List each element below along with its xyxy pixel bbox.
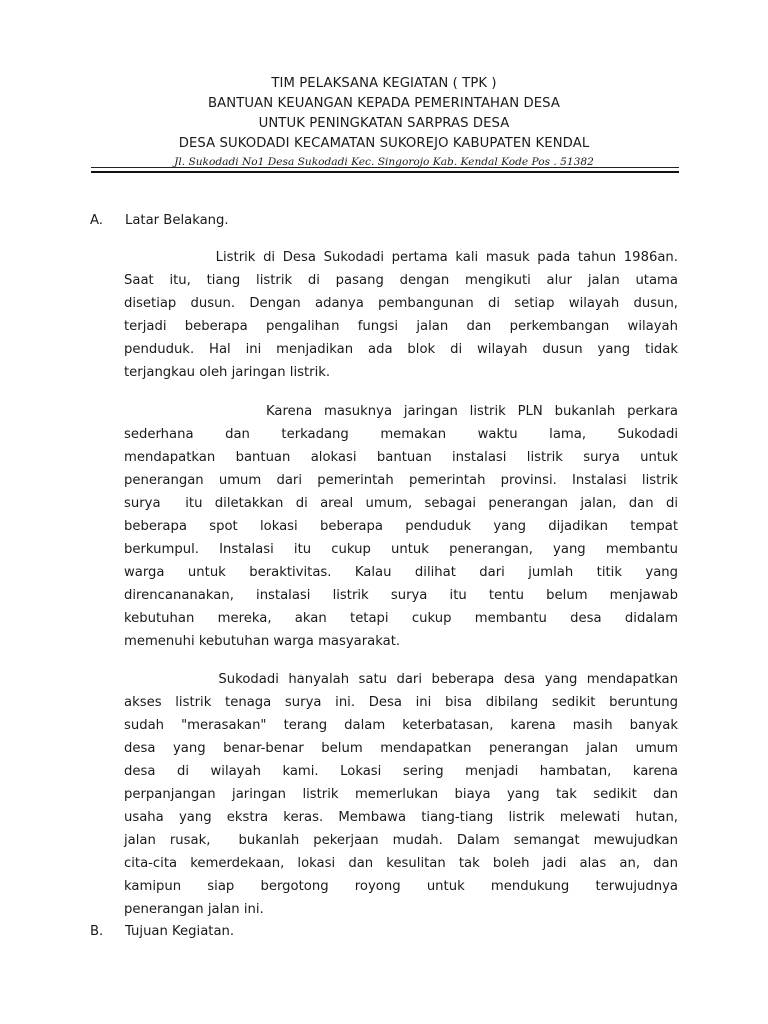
section-a-heading [90, 209, 229, 232]
paragraph-line: akses listrik tenaga surya ini. Desa ini bisa dibilang sedikit beruntung [124, 695, 678, 710]
letterhead [0, 74, 768, 170]
letterhead-subtitle: BANTUAN KEUANGAN KEPADA PEMERINTAHAN DESA [208, 96, 560, 111]
paragraph-line: cita-cita kemerdekaan, lokasi dan kesulitan tak boleh jadi alas an, dan [124, 856, 678, 871]
paragraph-line: usaha yang ekstra keras. Membawa tiang-tiang listrik melewati hutan, [124, 810, 678, 825]
section-a-number: A. [90, 213, 103, 228]
paragraph-line: warga untuk beraktivitas. Kalau dilihat dari jumlah titik yang [124, 565, 678, 580]
letterhead-village: DESA SUKODADI KECAMATAN SUKOREJO KABUPATEN KENDAL [178, 136, 590, 151]
letterhead-address: Jl. Sukodadi No1 Desa Sukodadi Kec. Singorojo Kab. Kendal Kode Pos . 51382 [174, 156, 594, 168]
paragraph-line: Karena masuknya jaringan listrik PLN bukanlah perkara [124, 404, 678, 419]
paragraph-line: sederhana dan terkadang memakan waktu lama, Sukodadi [124, 427, 678, 442]
paragraph-line: berkumpul. Instalasi itu cukup untuk penerangan, yang membantu [124, 542, 678, 557]
section-b-title: Tujuan Kegiatan. [125, 924, 235, 939]
letterhead-divider-thick [91, 171, 679, 173]
paragraph-line: direncananakan, instalasi listrik surya itu tentu belum menjawab [124, 588, 678, 603]
paragraph-line: terjangkau oleh jaringan listrik. [124, 365, 331, 380]
paragraph-line: surya itu diletakkan di areal umum, sebagai penerangan jalan, dan di [124, 496, 678, 511]
paragraph-line: memenuhi kebutuhan warga masyarakat. [124, 634, 401, 649]
paragraph-line: desa di wilayah kami. Lokasi sering menjadi hambatan, karena [124, 764, 678, 779]
letterhead-title: TIM PELAKSANA KEGIATAN ( TPK ) [271, 76, 497, 91]
paragraph-line: jalan rusak, bukanlah pekerjaan mudah. Dalam semangat mewujudkan [124, 833, 678, 848]
paragraph-1 [124, 246, 678, 384]
section-b-number: B. [90, 924, 104, 939]
paragraph-line: penduduk. Hal ini menjadikan ada blok di wilayah dusun yang tidak [124, 342, 678, 357]
paragraph-line: perpanjangan jaringan listrik memerlukan biaya yang tak sedikit dan [124, 787, 678, 802]
paragraph-line: penerangan umum dari pemerintah pemerintah provinsi. Instalasi listrik [124, 473, 678, 488]
paragraph-line: disetiap dusun. Dengan adanya pembangunan di setiap wilayah dusun, [124, 296, 678, 311]
paragraph-2 [124, 400, 678, 653]
paragraph-line: mendapatkan bantuan alokasi bantuan instalasi listrik surya untuk [124, 450, 678, 465]
paragraph-line: terjadi beberapa pengalihan fungsi jalan dan perkembangan wilayah [124, 319, 678, 334]
letterhead-divider-thin [91, 167, 679, 168]
paragraph-3 [124, 668, 678, 921]
letterhead-program: UNTUK PENINGKATAN SARPRAS DESA [258, 116, 510, 131]
section-a-title: Latar Belakang. [125, 213, 229, 228]
paragraph-line: desa yang benar-benar belum mendapatkan penerangan jalan umum [124, 741, 678, 756]
paragraph-line: kebutuhan mereka, akan tetapi cukup membantu desa didalam [124, 611, 678, 626]
paragraph-line: beberapa spot lokasi beberapa penduduk yang dijadikan tempat [124, 519, 678, 534]
paragraph-line: penerangan jalan ini. [124, 902, 264, 917]
paragraph-line: Saat itu, tiang listrik di pasang dengan mengikuti alur jalan utama [124, 273, 678, 288]
paragraph-line: Sukodadi hanyalah satu dari beberapa desa yang mendapatkan [124, 672, 678, 687]
section-b-heading [90, 920, 234, 943]
paragraph-line: sudah "merasakan" terang dalam keterbatasan, karena masih banyak [124, 718, 678, 733]
paragraph-line: Listrik di Desa Sukodadi pertama kali masuk pada tahun 1986an. [124, 250, 678, 265]
paragraph-line: kamipun siap bergotong royong untuk mendukung terwujudnya [124, 879, 678, 894]
